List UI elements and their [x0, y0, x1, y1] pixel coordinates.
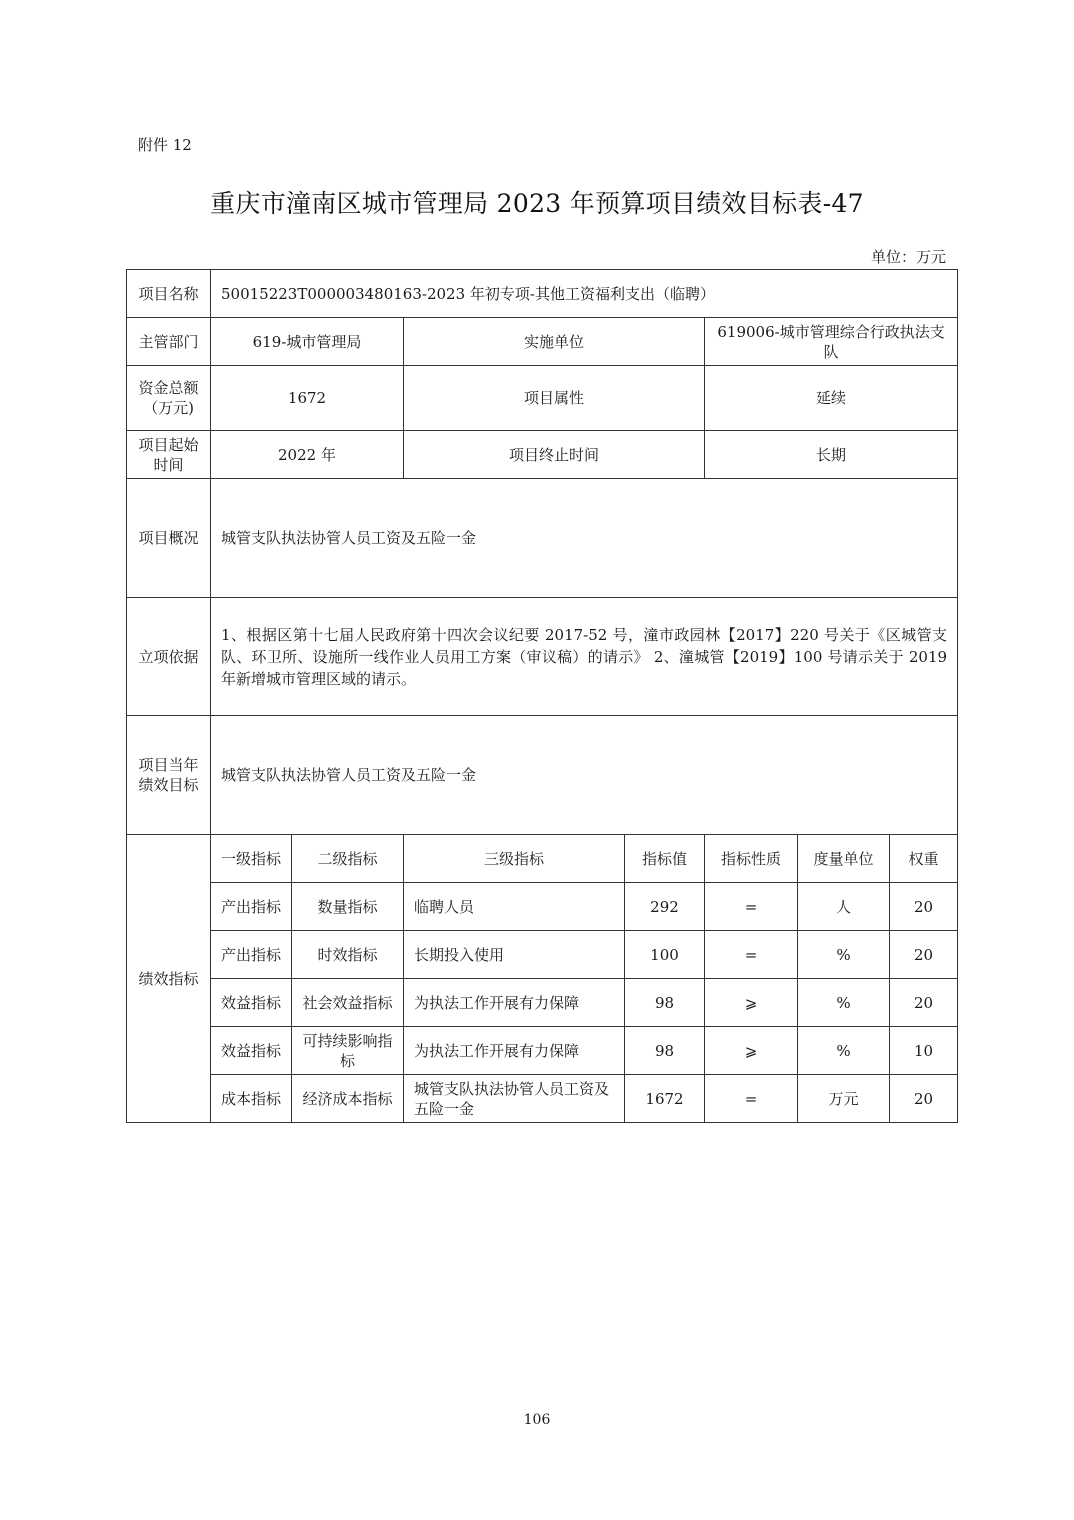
indicator-level3: 城管支队执法协管人员工资及五险一金 — [404, 1075, 625, 1123]
header-weight: 权重 — [890, 835, 958, 883]
header-unit: 度量单位 — [798, 835, 890, 883]
row-goal — [127, 716, 958, 835]
indicator-level3: 为执法工作开展有力保障 — [404, 1027, 625, 1075]
indicator-level3: 临聘人员 — [404, 883, 625, 931]
row-time — [127, 431, 958, 479]
row-department — [127, 318, 958, 366]
indicator-nature: = — [705, 883, 798, 931]
fund-value: 1672 — [211, 366, 404, 431]
header-level2: 二级指标 — [292, 835, 404, 883]
indicator-row — [127, 979, 958, 1027]
dept-value: 619-城市管理局 — [211, 318, 404, 366]
row-project-name — [127, 270, 958, 318]
indicator-unit: % — [798, 979, 890, 1027]
indicator-level1: 产出指标 — [211, 931, 292, 979]
indicator-level2: 社会效益指标 — [292, 979, 404, 1027]
row-fund — [127, 366, 958, 431]
indicator-header-row — [127, 835, 958, 883]
indicator-value: 100 — [625, 931, 705, 979]
indicator-value: 292 — [625, 883, 705, 931]
indicator-unit: 人 — [798, 883, 890, 931]
indicator-level1: 效益指标 — [211, 1027, 292, 1075]
indicator-row — [127, 1027, 958, 1075]
indicator-level2: 时效指标 — [292, 931, 404, 979]
indicator-level1: 成本指标 — [211, 1075, 292, 1123]
indicator-weight: 20 — [890, 979, 958, 1027]
indicator-level2: 经济成本指标 — [292, 1075, 404, 1123]
header-level3: 三级指标 — [404, 835, 625, 883]
goal-value: 城管支队执法协管人员工资及五险一金 — [211, 716, 958, 835]
indicator-row — [127, 883, 958, 931]
perf-label: 绩效指标 — [127, 835, 211, 1123]
indicator-weight: 10 — [890, 1027, 958, 1075]
performance-table — [126, 269, 958, 1123]
indicator-nature: = — [705, 1075, 798, 1123]
overview-value: 城管支队执法协管人员工资及五险一金 — [211, 479, 958, 598]
indicator-row — [127, 931, 958, 979]
project-name-value: 50015223T000003480163-2023 年初专项-其他工资福利支出（临聘） — [211, 270, 958, 318]
indicator-unit: % — [798, 1027, 890, 1075]
indicator-level2: 可持续影响指标 — [292, 1027, 404, 1075]
indicator-unit: 万元 — [798, 1075, 890, 1123]
overview-label: 项目概况 — [127, 479, 211, 598]
attr-value: 延续 — [705, 366, 958, 431]
project-name-label: 项目名称 — [127, 270, 211, 318]
header-nature: 指标性质 — [705, 835, 798, 883]
header-level1: 一级指标 — [211, 835, 292, 883]
indicator-weight: 20 — [890, 931, 958, 979]
indicator-level1: 效益指标 — [211, 979, 292, 1027]
unit-label: 单位：万元 — [870, 248, 946, 266]
attr-label: 项目属性 — [404, 366, 705, 431]
document-title: 重庆市潼南区城市管理局 2023 年预算项目绩效目标表-47 — [210, 189, 864, 218]
indicator-value: 1672 — [625, 1075, 705, 1123]
indicator-value: 98 — [625, 1027, 705, 1075]
row-basis — [127, 598, 958, 716]
indicator-row — [127, 1075, 958, 1123]
indicator-level3: 为执法工作开展有力保障 — [404, 979, 625, 1027]
page-number: 106 — [523, 1412, 551, 1428]
indicator-weight: 20 — [890, 883, 958, 931]
indicator-nature: ⩾ — [705, 979, 798, 1027]
indicator-unit: % — [798, 931, 890, 979]
indicator-nature: = — [705, 931, 798, 979]
end-value: 长期 — [705, 431, 958, 479]
end-label: 项目终止时间 — [404, 431, 705, 479]
indicator-level1: 产出指标 — [211, 883, 292, 931]
indicator-value: 98 — [625, 979, 705, 1027]
impl-value: 619006-城市管理综合行政执法支队 — [705, 318, 958, 366]
indicator-weight: 20 — [890, 1075, 958, 1123]
impl-label: 实施单位 — [404, 318, 705, 366]
dept-label: 主管部门 — [127, 318, 211, 366]
goal-label: 项目当年绩效目标 — [127, 716, 211, 835]
header-value: 指标值 — [625, 835, 705, 883]
indicator-level2: 数量指标 — [292, 883, 404, 931]
indicator-nature: ⩾ — [705, 1027, 798, 1075]
basis-label: 立项依据 — [127, 598, 211, 716]
attachment-label: 附件 12 — [138, 136, 192, 154]
fund-label: 资金总额（万元) — [127, 366, 211, 431]
indicator-level3: 长期投入使用 — [404, 931, 625, 979]
row-overview — [127, 479, 958, 598]
start-label: 项目起始时间 — [127, 431, 211, 479]
start-value: 2022 年 — [211, 431, 404, 479]
basis-value: 1、根据区第十七届人民政府第十四次会议纪要 2017-52 号，潼市政园林【2017】220 号关于《区城管支队、环卫所、设施所一线作业人员用工方案（审议稿）的请示》 2、潼城管【2019】100 号请示关于 2019 年新增城市管理区域的请示。 — [211, 598, 958, 716]
